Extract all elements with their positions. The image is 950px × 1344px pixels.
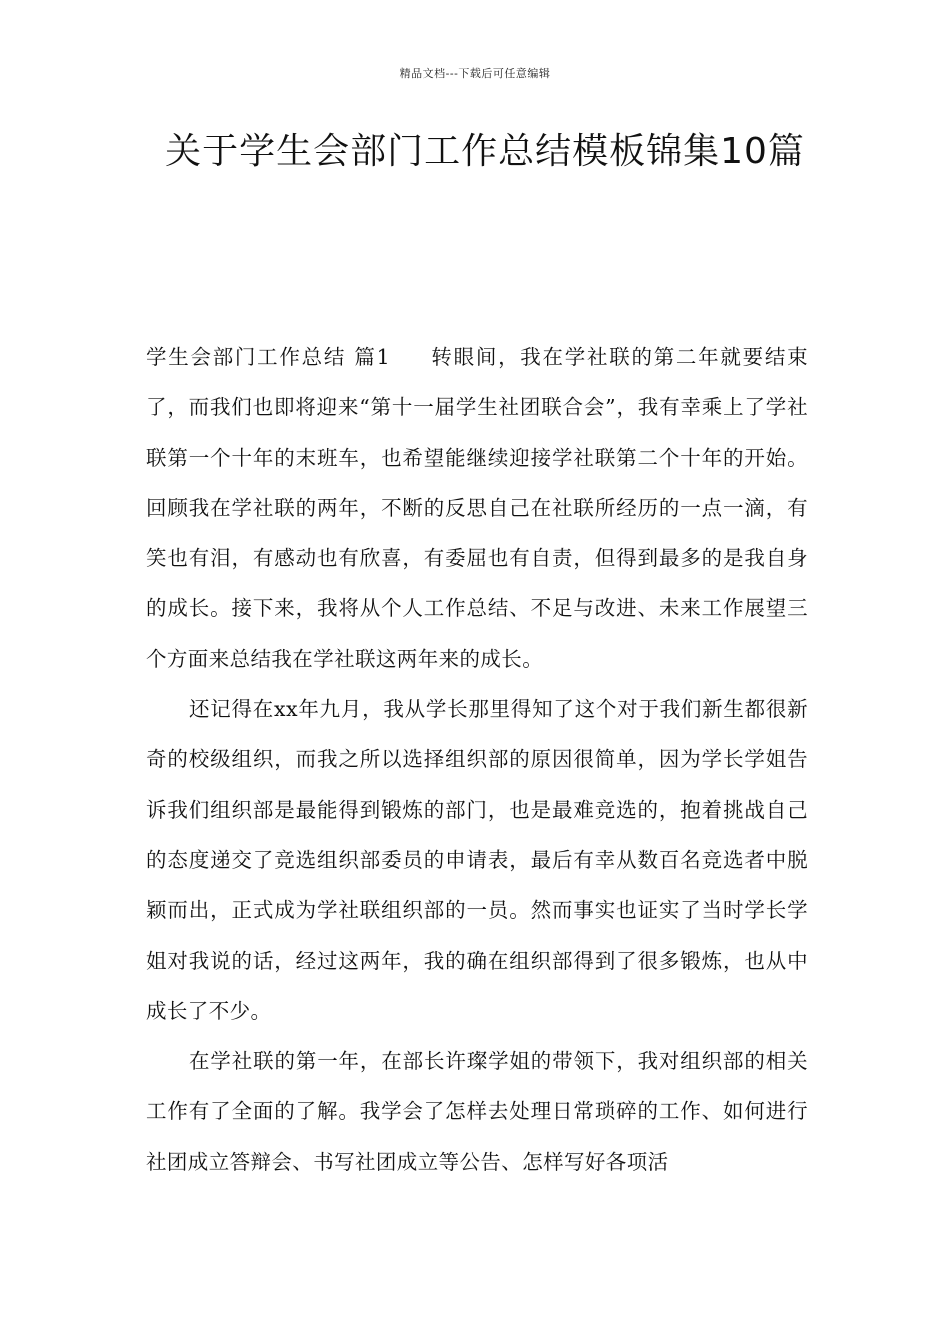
paragraph-2: 还记得在xx年九月，我从学长那里得知了这个对于我们新生都很新奇的校级组织，而我之所以选择组织部的原因很简单，因为学长学姐告诉我们组织部是最能得到锻炼的部门，也是最难竞选的，抱着挑战自己的态度递交了竞选组织部委员的申请表，最后有幸从数百名竞选者中脱颖而出，正式成为学社联组织部的一员。然而事实也证实了当时学长学姐对我说的话，经过这两年，我的确在组织部得到了很多锻炼，也从中成长了不少。 [146,697,808,1023]
paragraph-text: 转眼间，我在学社联的第二年就要结束了，而我们也即将迎来“第十一届学生社团联合会”，我有幸乘上了学社联第一个十年的末班车，也希望能继续迎接学社联第二个十年的开始。回顾我在学社联的两年，不断的反思自己在社联所经历的一点一滴，有笑也有泪，有感动也有欣喜，有委屈也有自责，但得到最多的是我自身的成长。接下来，我将从个人工作总结、不足与改进、未来工作展望三个方面来总结我在学社联这两年来的成长。 [146,345,808,671]
document-title: 关于学生会部门工作总结模板锦集10篇 [165,131,805,172]
section-heading: 学生会部门工作总结 篇1 [146,345,391,369]
document-body [146,332,808,1187]
paragraph-3: 在学社联的第一年，在部长许璨学姐的带领下，我对组织部的相关工作有了全面的了解。我学会了怎样去处理日常琐碎的工作、如何进行社团成立答辩会、书写社团成立等公告、怎样写好各项活 [146,1049,808,1174]
header-note: 精品文档---下载后可任意编辑 [399,67,551,80]
paragraph-1 [146,332,808,684]
